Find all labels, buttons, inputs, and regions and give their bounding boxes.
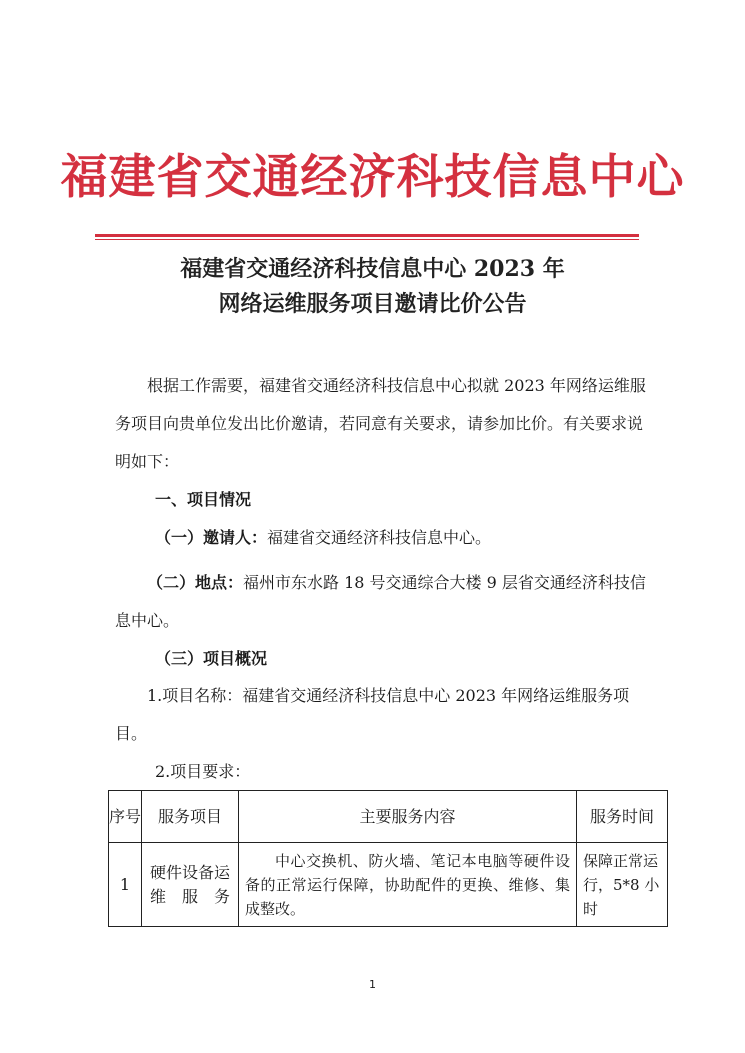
header-time: 服务时间 [577,791,668,843]
inviter-value: 福建省交通经济科技信息中心。 [267,528,492,547]
row-time: 保障正常运行，5*8 小时 [577,843,668,927]
inviter-line [155,519,491,557]
location-label: （二）地点： [147,573,244,592]
requirements-table [108,790,668,927]
row-service: 硬件设备运维服务 [142,843,239,927]
location-value: 福州市东水路 18 号交通综合大楼 9 层省交通经济科技信息中心。 [115,573,646,630]
header-content: 主要服务内容 [239,791,577,843]
table-row [109,843,668,927]
page-number: 1 [369,978,376,991]
row-content-text: 中心交换机、防火墙、笔记本电脑等硬件设备的正常运行保障，协助配件的更换、维修、集成整改。 [245,851,570,918]
document-title-line-2: 网络运维服务项目邀请比价公告 [218,291,527,317]
letterhead-rule-thick [95,234,639,237]
header-seq: 序号 [109,791,142,843]
location-paragraph [115,564,650,640]
overview-heading: （三）项目概况 [155,649,268,668]
row-content [239,843,577,927]
row-seq: 1 [109,843,142,927]
table-header-row [109,791,668,843]
project-name-paragraph: 1.项目名称：福建省交通经济科技信息中心 2023 年网络运维服务项目。 [115,686,630,743]
letterhead-org-name: 福建省交通经济科技信息中心 [60,150,685,205]
intro-paragraph: 根据工作需要，福建省交通经济科技信息中心拟就 2023 年网络运维服务项目向贵单位发出比价邀请，若同意有关要求，请参加比价。有关要求说明如下： [115,376,646,471]
header-service: 服务项目 [142,791,239,843]
letterhead-rule-thin [95,239,639,240]
requirements-label: 2.项目要求： [155,762,251,781]
section-heading-project: 一、项目情况 [155,490,252,509]
document-title-line-1: 福建省交通经济科技信息中心 2023 年 [180,256,565,282]
inviter-label: （一）邀请人： [155,528,268,547]
